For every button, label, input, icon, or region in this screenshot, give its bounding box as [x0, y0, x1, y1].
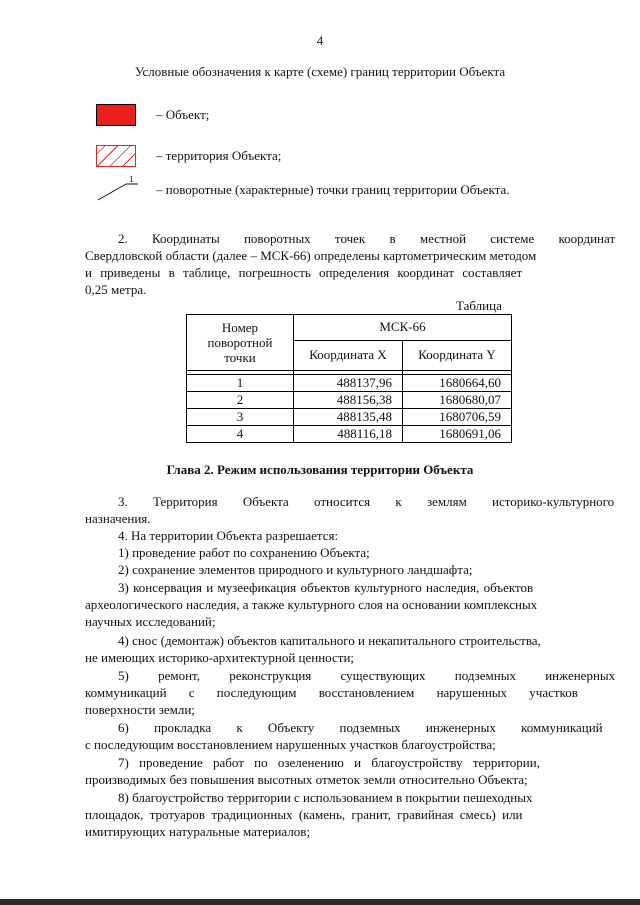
list-item-8-line-3: имитирующих натуральные материалов; [85, 824, 311, 839]
table-row [187, 409, 512, 426]
boundary-point-icon [96, 176, 142, 204]
legend-object-label: – Объект; [156, 107, 210, 122]
cell-x: 488116,18 [294, 426, 403, 443]
legend-title: Условные обозначения к карте (схеме) границ территории Объекта [134, 64, 506, 79]
list-item-3-line-2: археологического наследия, а также культурного слоя на основании комплексных [85, 597, 538, 612]
list-item-3-line-3: научных исследований; [85, 614, 216, 629]
cell-y: 1680680,07 [403, 392, 512, 409]
list-item-5-line-2: коммуникаций с последующим восстановлением нарушенных участков [85, 685, 578, 700]
header-coordinate-system: МСК-66 [294, 315, 512, 341]
territory-hatch-icon [96, 145, 136, 167]
cell-y: 1680664,60 [403, 375, 512, 392]
paragraph-2-line-4: 0,25 метра. [85, 282, 147, 297]
cell-x: 488135,48 [294, 409, 403, 426]
list-item-6-line-2: с последующим восстановлением нарушенных участков благоустройства; [85, 737, 496, 752]
cell-point: 3 [187, 409, 294, 426]
table-row [187, 375, 512, 392]
cell-x: 488156,38 [294, 392, 403, 409]
page-number: 4 [316, 33, 324, 48]
list-item-2: 2) сохранение элементов природного и культурного ландшафта; [118, 562, 473, 577]
cell-y: 1680706,59 [403, 409, 512, 426]
scan-edge [0, 899, 640, 905]
list-item-1: 1) проведение работ по сохранению Объекта; [118, 545, 370, 560]
list-item-8-line-1: 8) благоустройство территории с использованием в покрытии пешеходных [118, 790, 533, 805]
object-swatch-icon [96, 104, 136, 126]
list-item-3-line-1: 3) консервация и музеефикация объектов культурного наследия, объектов [118, 580, 534, 595]
cell-y: 1680691,06 [403, 426, 512, 443]
boundary-point-number: 1 [129, 176, 134, 184]
table-caption: Таблица [456, 298, 502, 313]
list-item-4-line-1: 4) снос (демонтаж) объектов капитального и некапитального строительства, [118, 633, 541, 648]
paragraph-2-line-1: 2. Координаты поворотных точек в местной системе координат [118, 231, 616, 246]
coordinates-table [186, 314, 512, 443]
list-item-8-line-2: площадок, тротуаров традиционных (камень, гранит, гравийная смесь) или [85, 807, 523, 822]
cell-x: 488137,96 [294, 375, 403, 392]
legend-object-row [96, 102, 136, 128]
item-3-line-1: 3. Территория Объекта относится к землям историко-культурного [118, 494, 615, 509]
table-row [187, 426, 512, 443]
cell-point: 1 [187, 375, 294, 392]
item-4: 4. На территории Объекта разрешается: [118, 528, 339, 543]
chapter-title: Глава 2. Режим использования территории Объекта [166, 462, 474, 477]
list-item-5-line-3: поверхности земли; [85, 702, 195, 717]
legend-territory-label: – территория Объекта; [156, 148, 282, 163]
cell-point: 4 [187, 426, 294, 443]
list-item-7-line-1: 7) проведение работ по озеленению и благоустройству территории, [118, 755, 540, 770]
legend-points-label: – поворотные (характерные) точки границ территории Объекта. [156, 182, 510, 197]
header-x: Координата X [294, 340, 403, 370]
list-item-5-line-1: 5) ремонт, реконструкция существующих подземных инженерных [118, 668, 616, 683]
paragraph-2-line-3: и приведены в таблице, погрешность определения координат составляет [85, 265, 523, 280]
list-item-6-line-1: 6) прокладка к Объекту подземных инженерных коммуникаций [118, 720, 603, 735]
header-point-number: Номер поворотной точки [187, 315, 294, 371]
header-y: Координата Y [403, 340, 512, 370]
legend-territory-row [96, 143, 136, 169]
cell-point: 2 [187, 392, 294, 409]
paragraph-2-line-2: Свердловской области (далее – МСК-66) определены картометрическим методом [85, 248, 537, 263]
list-item-4-line-2: не имеющих историко-архитектурной ценности; [85, 650, 355, 665]
list-item-7-line-2: производимых без повышения высотных отметок земли относительно Объекта; [85, 772, 528, 787]
table-row [187, 392, 512, 409]
item-3-line-2: назначения. [85, 511, 151, 526]
